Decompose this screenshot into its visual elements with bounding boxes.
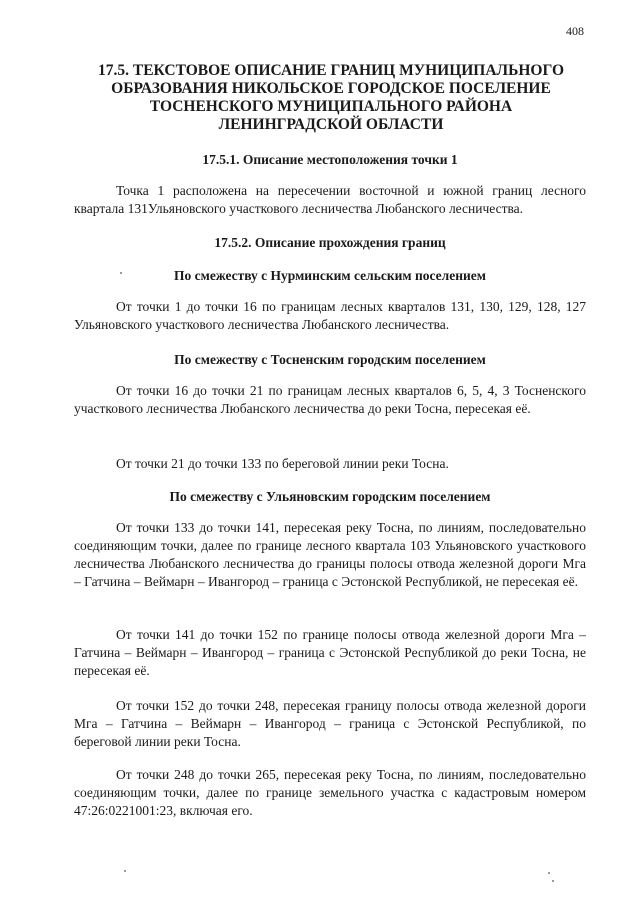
scan-speck bbox=[120, 272, 122, 274]
page-number: 408 bbox=[566, 24, 584, 38]
ulyanovka-paragraph-3: От точки 152 до точки 248, пересекая границу полосы отвода железной дороги Мга – Гатчина – Веймарн – Ивангород – граница с Эстонской Республикой, по береговой линии реки Тосна. bbox=[74, 698, 586, 749]
document-title: 17.5. ТЕКСТОВОЕ ОПИСАНИЕ ГРАНИЦ МУНИЦИПАЛЬНОГО ОБРАЗОВАНИЯ НИКОЛЬСКОЕ ГОРОДСКОЕ ПОСЕЛЕНИЕ ТОСНЕНСКОГО МУНИЦИПАЛЬНОГО РАЙОНА ЛЕНИНГРАДСКОЙ ОБЛАСТИ bbox=[97, 62, 564, 133]
ulyanovka-heading: По смежеству с Ульяновским городским поселением bbox=[169, 489, 491, 504]
tosno-paragraph-1: От точки 16 до точки 21 по границам лесных кварталов 6, 5, 4, 3 Тосненского участкового лесничества Любанского лесничества до реки Тосна, пересекая её. bbox=[74, 383, 586, 416]
ulyanovka-paragraph-4: От точки 248 до точки 265, пересекая реку Тосна, по линиям, последовательно соединяющим точки, далее по границе земельного участка с кадастровым номером 47:26:0221001:23, включая его. bbox=[74, 767, 586, 818]
nurma-paragraph: От точки 1 до точки 16 по границам лесных кварталов 131, 130, 129, 128, 127 Ульяновского участкового лесничества Любанского лесничества. bbox=[74, 299, 586, 332]
section-1-paragraph: Точка 1 расположена на пересечении восточной и южной границ лесного квартала 131Ульяновского участкового лесничества Любанского лесничества. bbox=[74, 183, 586, 216]
nurma-heading: По смежеству с Нурминским сельским поселением bbox=[174, 268, 486, 283]
ulyanovka-paragraph-2: От точки 141 до точки 152 по границе полосы отвода железной дороги Мга – Гатчина – Веймарн – Ивангород – граница с Эстонской Республикой до реки Тосна, не пересекая её. bbox=[74, 627, 586, 678]
ulyanovka-paragraph-1: От точки 133 до точки 141, пересекая реку Тосна, по линиям, последовательно соединяющим точки, далее по границе лесного квартала 103 Ульяновского участкового лесничества Любанского лесничества до границы полосы отвода железной дороги Мга – Гатчина – Веймарн – Ивангород – граница с Эстонской Республикой, не пересекая её. bbox=[74, 520, 586, 589]
scan-speck bbox=[548, 872, 550, 874]
tosno-heading: По смежеству с Тосненским городским поселением bbox=[174, 352, 486, 367]
tosno-paragraph-2: От точки 21 до точки 133 по береговой линии реки Тосна. bbox=[116, 456, 449, 471]
scan-speck bbox=[124, 870, 126, 872]
section-1-heading: 17.5.1. Описание местоположения точки 1 bbox=[202, 152, 458, 167]
scan-speck bbox=[552, 880, 554, 882]
section-2-heading: 17.5.2. Описание прохождения границ bbox=[214, 235, 446, 250]
